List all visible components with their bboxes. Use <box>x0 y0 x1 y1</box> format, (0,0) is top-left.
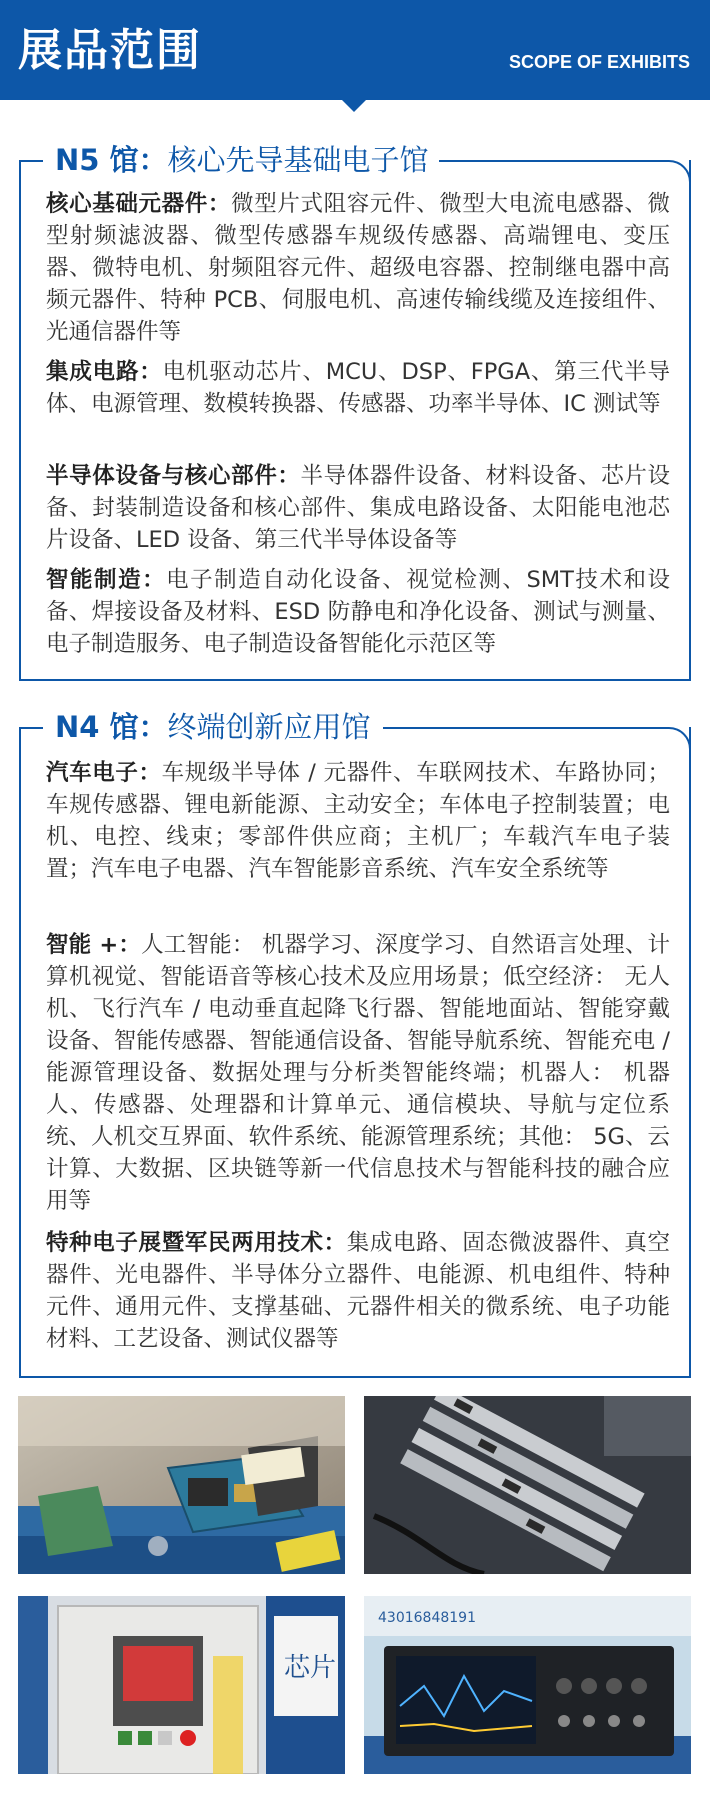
banner-text: 43016848191 <box>378 1610 476 1626</box>
frame-top-right <box>383 727 669 729</box>
section-title <box>55 705 381 746</box>
photo-inspection-machine <box>18 1596 345 1774</box>
frame-top-right <box>439 160 669 162</box>
hall-name: 终端创新应用馆 <box>167 710 371 744</box>
item-label: 汽车电子： <box>46 760 162 786</box>
page-title: 展品范围 <box>18 25 202 76</box>
item-paragraph <box>46 188 670 348</box>
item-label: 核心基础元器件： <box>46 191 232 217</box>
item-label: 智能 +： <box>46 932 142 958</box>
header-banner <box>0 0 710 100</box>
frame-top-left <box>19 727 43 729</box>
item-label: 智能制造： <box>46 567 167 593</box>
item-text: 车规级半导体 / 元器件、车联网技术、车路协同；车规传感器、锂电新能源、主动安全；车体电子控制装置；电机、电控、线束；零部件供应商；主机厂；车载汽车电子装置；汽车电子电器、汽车智能影音系统、汽车安全系统等 <box>46 760 670 882</box>
header-notch <box>340 98 368 112</box>
photo-memory-modules <box>364 1396 691 1574</box>
hall-number: N4 馆： <box>55 710 168 744</box>
frame-top-left <box>19 160 43 162</box>
item-text: 电机驱动芯片、MCU、DSP、FPGA、第三代半导体、电源管理、数模转换器、传感器、功率半导体、IC 测试等 <box>46 359 670 417</box>
hall-number: N5 馆： <box>55 143 168 177</box>
item-paragraph <box>46 757 670 885</box>
item-label: 集成电路： <box>46 359 163 385</box>
page-subtitle: SCOPE OF EXHIBITS <box>508 52 690 72</box>
section-n4 <box>19 710 691 1378</box>
item-text: 人工智能： 机器学习、深度学习、自然语言处理、计算机视觉、智能语音等核心技术及应用场景；低空经济： 无人机、飞行汽车 / 电动垂直起降飞行器、智能地面站、智能穿戴设备、智能传感器、智能通信设备、智能导航系统、智能充电 / 能源管理设备、数据处理与分析类智能终端；机器人： 机器人、传感器、处理器和计算单元、通信模块、导航与定位系统、人机交互界面、软件系统、能源管理系统；其他： 5G、云计算、大数据、区块链等新一代信息技术与智能科技的融合应用等 <box>46 932 670 1214</box>
item-paragraph <box>46 564 670 660</box>
hall-name: 核心先导基础电子馆 <box>167 143 429 177</box>
item-label: 半导体设备与核心部件： <box>46 463 301 489</box>
item-text: 电子制造自动化设备、视觉检测、SMT技术和设备、焊接设备及材料、ESD 防静电和净化设备、测试与测量、电子制造服务、电子制造设备智能化示范区等 <box>46 567 670 657</box>
item-text: 微型片式阻容元件、微型大电流电感器、微型射频滤波器、微型传感器车规级传感器、高端锂电、变压器、微特电机、射频阻容元件、超级电容器、控制继电器中高频元器件、特种 PCB、伺服电机、高速传输线缆及连接组件、光通信器件等 <box>46 191 670 345</box>
item-text: 半导体器件设备、材料设备、芯片设备、封装制造设备和核心部件、集成电路设备、太阳能电池芯片设备、LED 设备、第三代半导体设备等 <box>46 463 670 553</box>
photo-oscilloscope <box>364 1596 691 1774</box>
item-paragraph <box>46 460 670 556</box>
photo-circuit-boards <box>18 1396 345 1574</box>
item-paragraph <box>46 1227 670 1355</box>
item-text: 集成电路、固态微波器件、真空器件、光电器件、半导体分立器件、电能源、机电组件、特种元件、通用元件、支撑基础、元器件相关的微系统、电子功能材料、工艺设备、测试仪器等 <box>46 1230 670 1352</box>
item-paragraph <box>46 929 670 1217</box>
sign-text: 芯片 <box>284 1653 337 1683</box>
item-label: 特种电子展暨军民两用技术： <box>46 1230 347 1256</box>
section-n5 <box>19 143 691 681</box>
section-title <box>55 138 439 179</box>
item-paragraph <box>46 356 670 420</box>
